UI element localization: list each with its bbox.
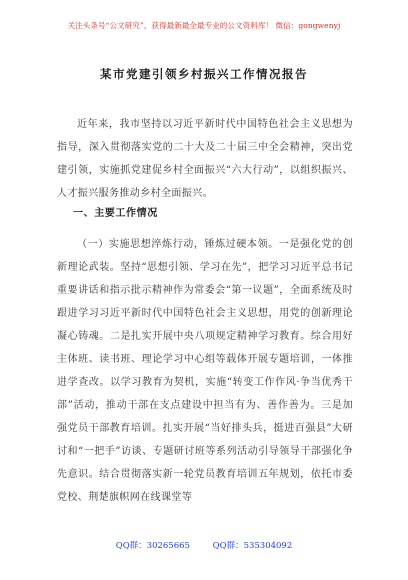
- document-title: 某市党建引领乡村振兴工作情况报告: [100, 67, 308, 81]
- intro-paragraph: 近年来，我市坚持以习近平新时代中国特色社会主义思想为指导，深入贯彻落实党的二十大及二十届三中全会精神，突出党建引领，实施抓党建促乡村全面振兴“六大行动”，以组织振兴、人才振兴服务推动乡村全面振兴。: [57, 119, 353, 199]
- footer-contacts: [0, 539, 408, 551]
- body-paragraph: （一）实施思想淬炼行动，锤炼过硬本领。一是强化党的创新理论武装。坚持“思想引领、学习在先”，把学习习近平总书记重要讲话和指示批示精神作为常委会“第一议题”，全面系统及时跟进学习习近平新时代中国特色社会主义思想，用党的创新理论凝心铸魂。二是扎实开展中央八项规定精神学习教育。综合用好主体班、读书班、理论学习中心组等载体开展专题培训，一体推进学查改。以学习教育为契机，实施“转变工作作风·争当优秀干部”活动，推动干部在支点建设中担当有为、善作善为。三是加强党员干部教育培训。扎实开展“当好排头兵，挺进百强县”大研讨和“一把手”访谈、专题研讨班等系列活动引导领导干部强化争先意识。结合贯彻落实新一轮党员教育培训五年规划，依托市委党校、荆楚旗帜网在线课堂等: [57, 239, 353, 503]
- footer-qq-group-2: QQ群：535304092: [212, 541, 293, 551]
- promo-banner: 关注头条号“公文研究”，获得最新最全最专业的公文资料库！ 微信：gongwenyj: [67, 21, 341, 30]
- section-heading: 一、主要工作情况: [73, 208, 158, 219]
- footer-qq-group-1: QQ群：30265665: [115, 541, 190, 551]
